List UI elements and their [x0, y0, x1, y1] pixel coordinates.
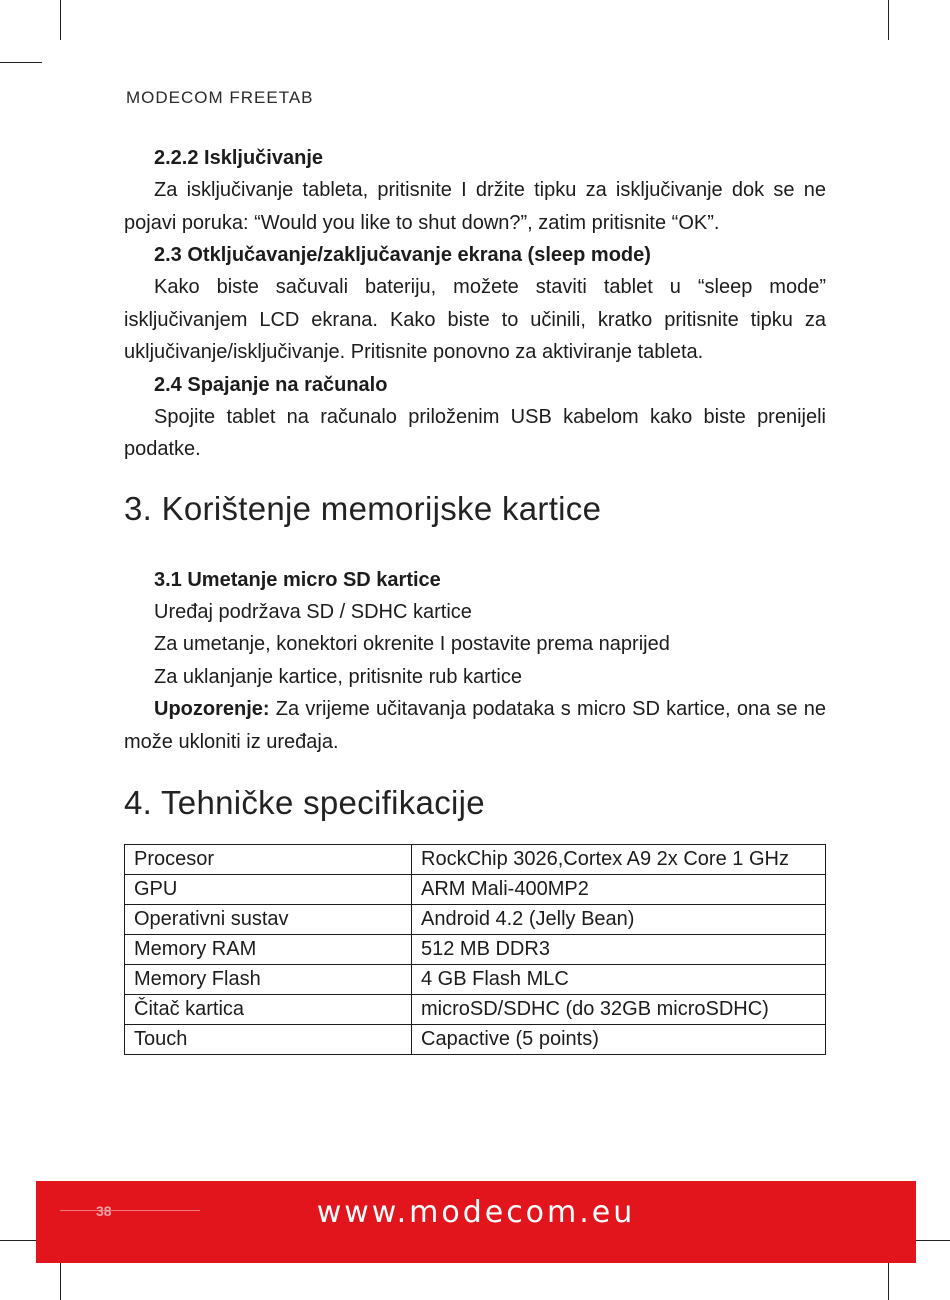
crop-mark: [888, 1262, 889, 1300]
spec-value: ARM Mali-400MP2: [412, 875, 826, 905]
warning-label: Upozorenje:: [154, 698, 270, 720]
text-line: Za uklanjanje kartice, pritisnite rub kartice: [154, 665, 522, 688]
spec-key: Čitač kartica: [125, 995, 412, 1025]
spec-value: Android 4.2 (Jelly Bean): [412, 905, 826, 935]
section-heading: 2.2.2 Isključivanje: [154, 147, 323, 169]
spec-value: 512 MB DDR3: [412, 935, 826, 965]
spec-key: Memory RAM: [125, 935, 412, 965]
chapter-title: 4. Tehničke specifikacije: [124, 784, 485, 821]
table-row: [125, 935, 826, 965]
crop-mark: [60, 0, 61, 40]
section-heading: 2.3 Otključavanje/zaključavanje ekrana (sleep mode): [154, 244, 651, 266]
spec-value: 4 GB Flash MLC: [412, 965, 826, 995]
spec-key: Operativni sustav: [125, 905, 412, 935]
table-row: [125, 965, 826, 995]
crop-mark: [0, 62, 42, 63]
spec-value: RockChip 3026,Cortex A9 2x Core 1 GHz: [412, 845, 826, 875]
spec-key: Touch: [125, 1025, 412, 1055]
warning-paragraph: [124, 693, 826, 758]
spec-key: Procesor: [125, 845, 412, 875]
page-header: MODECOM FREETAB: [126, 88, 314, 107]
section-heading: 2.4 Spajanje na računalo: [154, 373, 388, 396]
paragraph: Kako biste sačuvali bateriju, možete staviti tablet u “sleep mode” isključivanjem LCD ekrana. Kako biste to učinili, kratko pritisnite tipku za uključivanje/isključivanje. Pritisnite ponovno za aktiviranje tableta.: [124, 276, 826, 363]
footer-bar: [36, 1181, 916, 1263]
paragraph: Za isključivanje tableta, pritisnite I držite tipku za isključivanje dok se ne pojavi poruka: “Would you like to shut down?”, zatim pritisnite “OK”.: [124, 179, 826, 234]
crop-mark: [60, 1262, 61, 1300]
text-line: Uređaj podržava SD / SDHC kartice: [154, 600, 472, 623]
crop-mark: [888, 0, 889, 40]
chapter-title: 3. Korištenje memorijske kartice: [124, 489, 602, 527]
spec-value: Capactive (5 points): [412, 1025, 826, 1055]
page-number: 38: [96, 1203, 112, 1219]
spec-key: GPU: [125, 875, 412, 905]
table-row: [125, 995, 826, 1025]
paragraph: Spojite tablet na računalo priloženim USB kabelom kako biste prenijeli podatke.: [124, 405, 826, 460]
text-line: Za umetanje, konektori okrenite I postavite prema naprijed: [154, 633, 670, 655]
table-row: [125, 875, 826, 905]
table-row: [125, 845, 826, 875]
spec-value: microSD/SDHC (do 32GB microSDHC): [412, 995, 826, 1025]
section-heading: 3.1 Umetanje micro SD kartice: [154, 568, 441, 591]
page-content: [124, 142, 826, 1055]
crop-mark: [0, 1240, 36, 1241]
spec-table: [124, 844, 826, 1055]
table-row: [125, 905, 826, 935]
spec-key: Memory Flash: [125, 965, 412, 995]
website-url: www.modecom.eu: [316, 1195, 636, 1230]
table-row: [125, 1025, 826, 1055]
crop-mark: [916, 1240, 950, 1241]
warning-text: Za vrijeme učitavanja podataka s micro SD kartice, ona se ne može ukloniti iz uređaja.: [124, 698, 826, 753]
